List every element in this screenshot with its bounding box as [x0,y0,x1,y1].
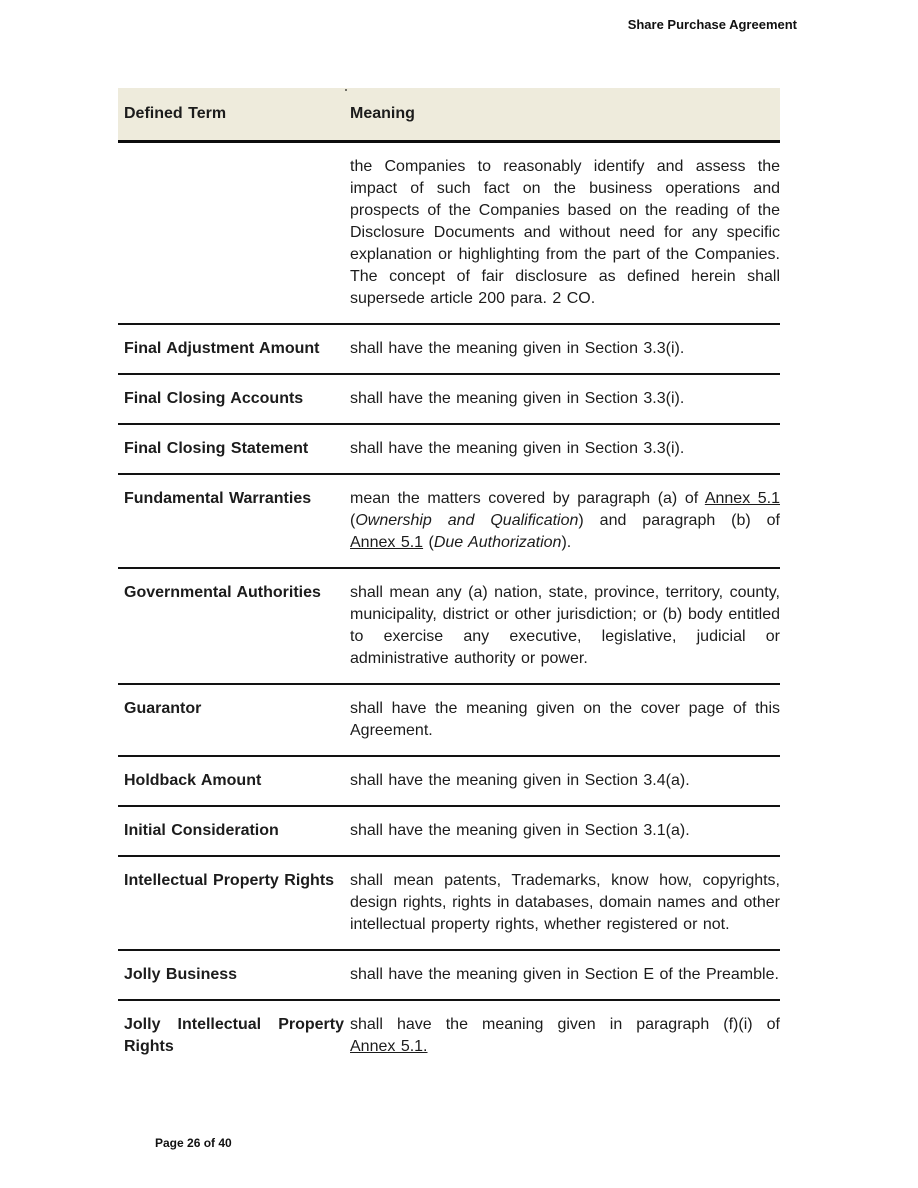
table-row [118,143,780,325]
defined-term-cell: Intellectual Property Rights [124,872,335,889]
meaning-text: ( [423,534,434,551]
column-header-defined-term: Defined Term [124,105,227,122]
table-row [118,857,780,951]
meaning-text: shall have the meaning given on the cover page of this Agreement. [350,700,780,739]
meaning-cell [350,338,780,360]
meaning-cell [350,388,780,410]
meaning-text: shall have the meaning given in Section 3.3(i). [350,340,685,357]
defined-term-cell: Fundamental Warranties [124,490,312,507]
italic-phrase: Due Authorization [433,534,562,551]
meaning-text: mean the matters covered by paragraph (a) of [350,490,705,507]
meaning-text: shall have the meaning given in paragraph (f)(i) of [350,1016,780,1033]
table-row [118,757,780,807]
defined-term-cell: Final Adjustment Amount [124,340,320,357]
stray-dot-artifact [345,89,347,91]
meaning-text: shall have the meaning given in Section 3.4(a). [350,772,690,789]
defined-term-cell: Jolly Intellectual Property Rights [124,1016,344,1055]
meaning-text: the Companies to reasonably identify and assess the impact of such fact on the business operations and prospects of the Companies based on the reading of the Disclosure Documents and without need for any specific explanation or highlighting from the part of the Companies. The concept of fair disclosure as defined herein shall supersede article 200 para. 2 CO. [350,158,780,307]
column-header-meaning: Meaning [350,105,415,122]
meaning-text: ( [350,512,356,529]
table-row [118,685,780,757]
meaning-text: shall have the meaning given in Section E of the Preamble. [350,966,779,983]
annex-reference: Annex 5.1. [350,1038,428,1055]
defined-terms-table [118,88,780,1071]
meaning-text: shall have the meaning given in Section 3.1(a). [350,822,690,839]
italic-phrase: Ownership and Qualification [355,512,579,529]
meaning-text: shall mean any (a) nation, state, province, territory, county, municipality, district or other jurisdiction; or (b) body entitled to exercise any executive, legislative, judicial or administrative authority or power. [350,584,780,667]
defined-term-cell: Guarantor [124,700,202,717]
defined-term-cell: Final Closing Accounts [124,390,304,407]
table-row [118,951,780,1001]
defined-term-cell: Initial Consideration [124,822,279,839]
meaning-cell [350,156,780,310]
defined-term-cell: Jolly Business [124,966,238,983]
table-body [118,143,780,1071]
table-row [118,325,780,375]
meaning-cell [350,438,780,460]
table-row [118,475,780,569]
meaning-cell [350,770,780,792]
meaning-text: ). [561,534,572,551]
meaning-text: shall have the meaning given in Section 3.3(i). [350,390,685,407]
meaning-cell [350,582,780,670]
meaning-cell [350,488,780,554]
meaning-text: shall mean patents, Trademarks, know how, copyrights, design rights, rights in databases, domain names and other intellectual property rights, whether registered or not. [350,872,780,933]
table-row [118,1001,780,1071]
meaning-text: shall have the meaning given in Section 3.3(i). [350,440,685,457]
defined-term-cell: Holdback Amount [124,772,262,789]
table-header-row [118,88,780,143]
document-title-header: Share Purchase Agreement [627,17,797,32]
page-number-footer: Page 26 of 40 [155,1136,232,1150]
meaning-cell [350,820,780,842]
meaning-text: ) and paragraph (b) of [578,512,780,529]
meaning-cell [350,870,780,936]
meaning-cell [350,964,780,986]
defined-term-cell: Final Closing Statement [124,440,309,457]
annex-reference: Annex 5.1 [350,534,424,551]
table-row [118,425,780,475]
annex-reference: Annex 5.1 [704,490,780,507]
table-row [118,375,780,425]
meaning-cell [350,1014,780,1058]
meaning-cell [350,698,780,742]
table-row [118,569,780,685]
defined-term-cell: Governmental Authorities [124,584,321,601]
table-row [118,807,780,857]
